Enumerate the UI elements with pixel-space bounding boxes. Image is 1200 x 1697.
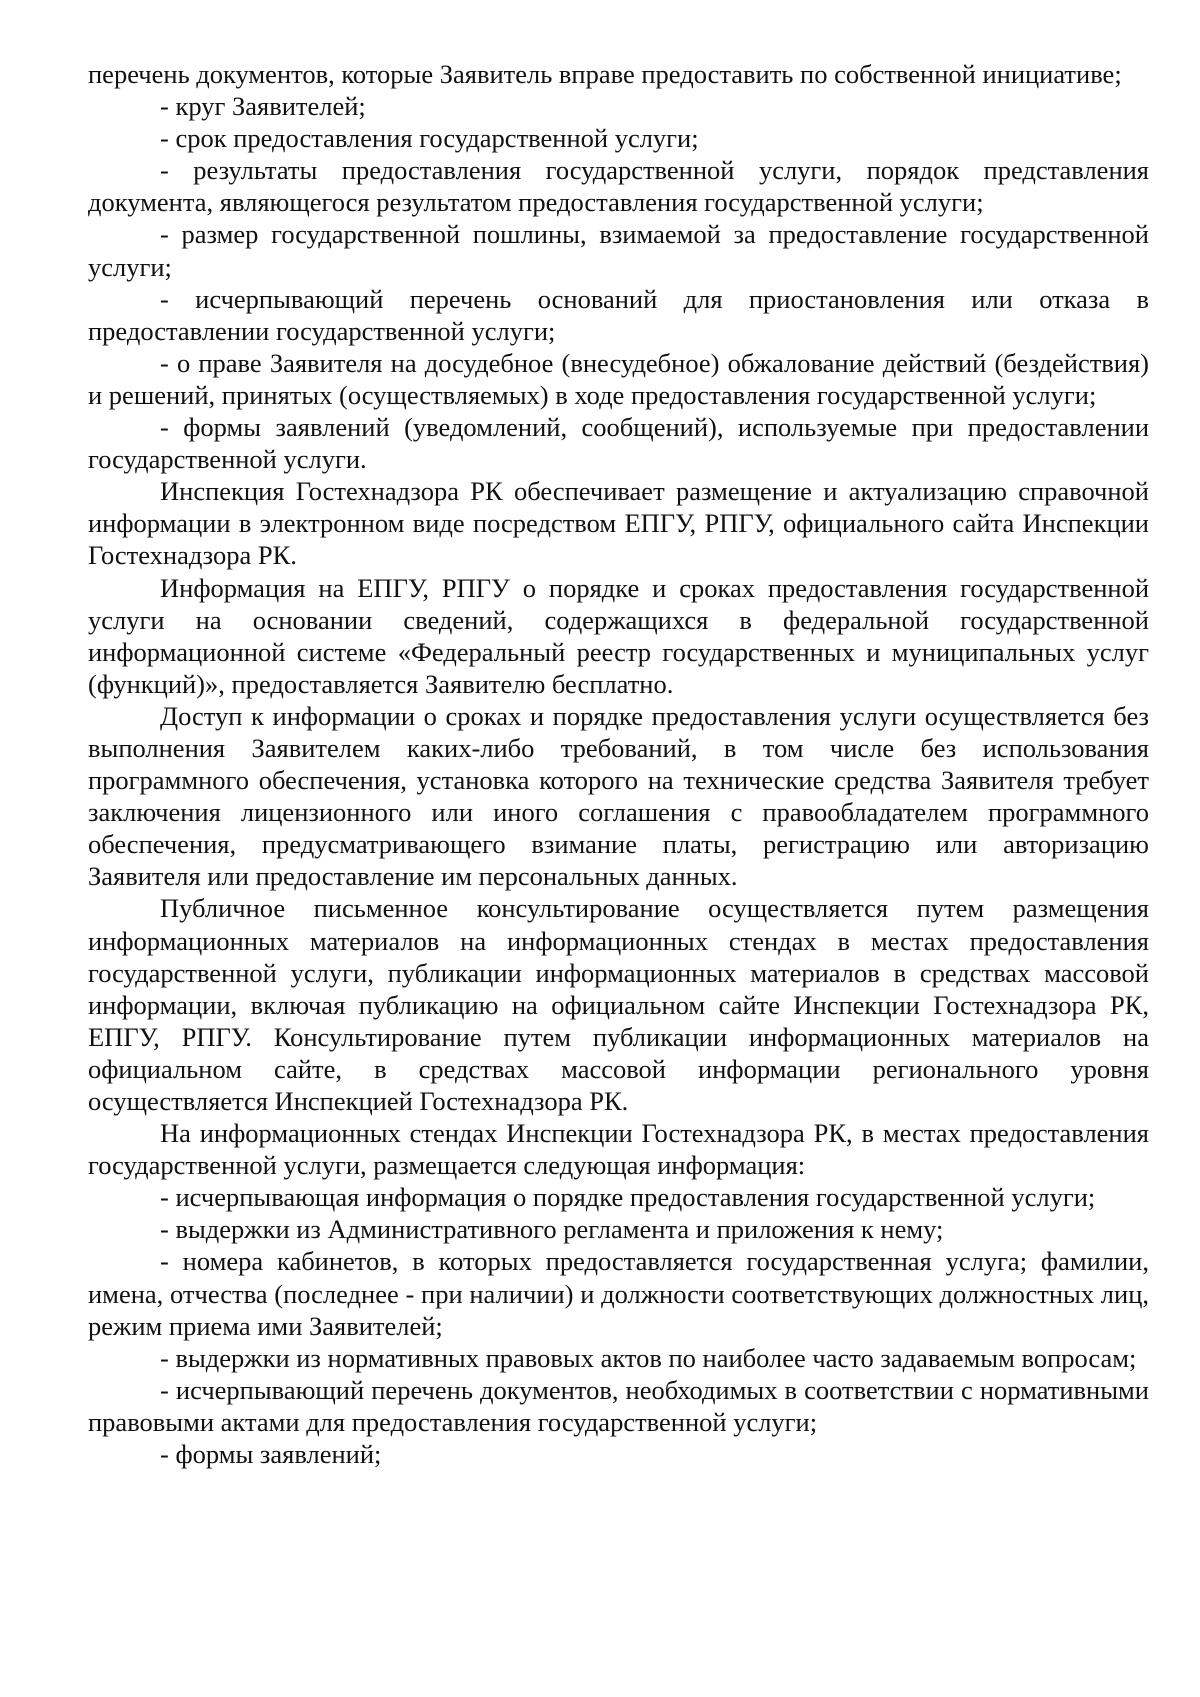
list-item-appeal-right: - о праве Заявителя на досудебное (внесудебное) обжалование действий (бездействия) и решений, принятых (осуществляемых) в ходе предоставления государственной услуги; [88, 347, 1149, 410]
list-item-service-results: - результаты предоставления государственной услуги, порядок представления документа, являющегося результатом предоставления государственной услуги; [88, 155, 1149, 218]
list-item-applicants: - круг Заявителей; [160, 91, 366, 122]
list-item-exhaustive-info: - исчерпывающая информация о порядке предоставления государственной услуги; [160, 1182, 1096, 1213]
paragraph-info-stands: На информационных стендах Инспекции Гостехнадзора РК, в местах предоставления государственной услуги, размещается следующая информация: [88, 1118, 1149, 1181]
list-item-regulation-extracts: - выдержки из Административного регламента и приложения к нему; [160, 1214, 944, 1245]
paragraph-access-info: Доступ к информации о сроках и порядке предоставления услуги осуществляется без выполнения Заявителем каких-либо требований, в том числе без использования программного обеспечения, установка которого на технические средства Заявителя требует заключения лицензионного или иного соглашения с правообладателем программного обеспечения, предусматривающего взимание платы, регистрацию или авторизацию Заявителя или предоставление им персональных данных. [88, 700, 1149, 892]
list-item-service-term: - срок предоставления государственной услуги; [160, 123, 699, 154]
paragraph-1: перечень документов, которые Заявитель вправе предоставить по собственной инициативе; [88, 59, 1122, 89]
paragraph-public-consulting: Публичное письменное консультирование осуществляется путем размещения информационных материалов на информационных стендах в местах предоставления государственной услуги, публикации информационных материалов в средствах массовой информации, включая публикацию на официальном сайте Инспекции Гостехнадзора РК, ЕПГУ, РПГУ. Консультирование путем публикации информационных материалов на официальном сайте, в средствах массовой информации регионального уровня осуществляется Инспекцией Гостехнадзора РК. [88, 893, 1149, 1116]
list-item-office-numbers: - номера кабинетов, в которых предоставляется государственная услуга; фамилии, имена, отчества (последнее - при наличии) и должности соответствующих должностных лиц, режим приема ими Заявителей; [88, 1246, 1149, 1341]
list-item-forms: - формы заявлений; [160, 1439, 382, 1470]
list-item-state-duty: - размер государственной пошлины, взимаемой за предоставление государственной услуги; [88, 219, 1149, 282]
list-item-refusal-grounds: - исчерпывающий перечень оснований для приостановления или отказа в предоставлении государственной услуги; [88, 283, 1149, 346]
document-body [88, 58, 1149, 1470]
paragraph-inspection-info: Инспекция Гостехнадзора РК обеспечивает размещение и актуализацию справочной информации в электронном виде посредством ЕПГУ, РПГУ, официального сайта Инспекции Гостехнадзора РК. [88, 476, 1149, 571]
list-item-legal-extracts: - выдержки из нормативных правовых актов по наиболее часто задаваемым вопросам; [160, 1342, 1137, 1373]
list-item-application-forms: - формы заявлений (уведомлений, сообщений), используемые при предоставлении государственной услуги. [88, 412, 1149, 475]
list-item-documents-list: - исчерпывающий перечень документов, необходимых в соответствии с нормативными правовыми актами для предоставления государственной услуги; [88, 1374, 1149, 1437]
paragraph-epgu-info: Информация на ЕПГУ, РПГУ о порядке и сроках предоставления государственной услуги на основании сведений, содержащихся в федеральной государственной информационной системе «Федеральный реестр государственных и муниципальных услуг (функций)», предоставляется Заявителю бесплатно. [88, 572, 1149, 699]
